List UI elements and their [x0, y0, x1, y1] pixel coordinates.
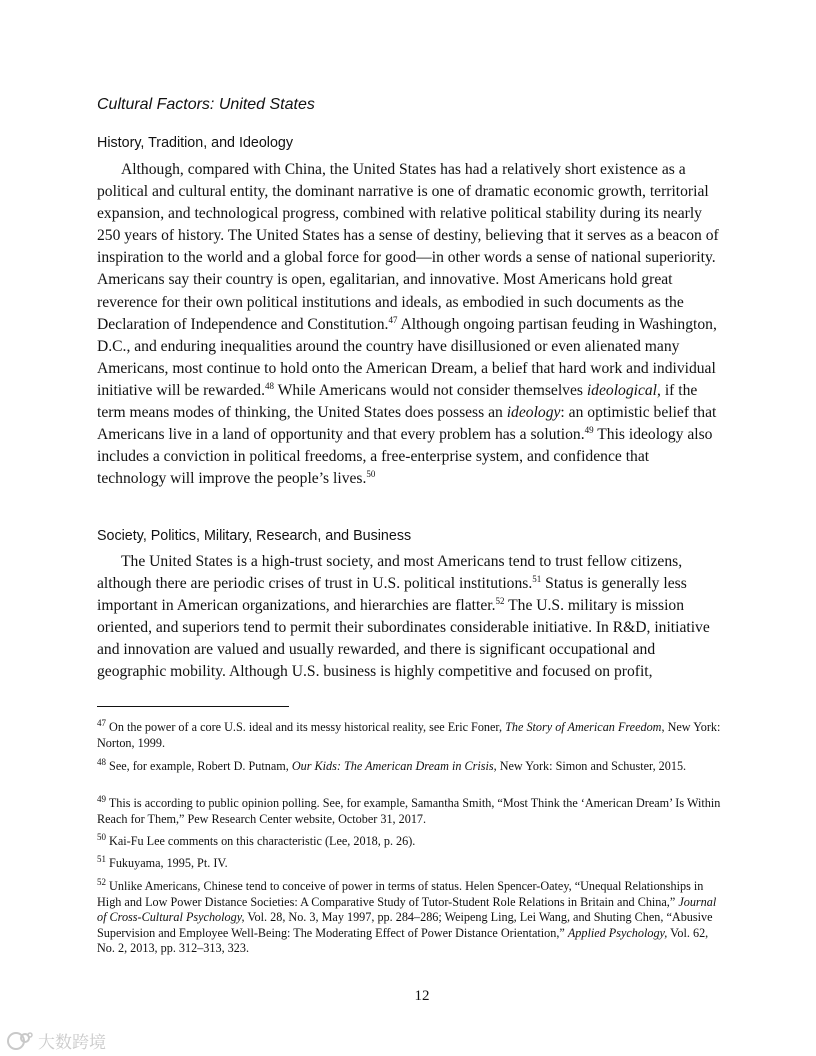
watermark [6, 1028, 106, 1053]
watermark-logo-icon [6, 1030, 34, 1052]
footnote-51: $^{51}$ Fukuyama, 1995, Pt. IV. [97, 853, 228, 870]
footnote-48: $^{48}$ See, for example, Robert D. Putnam, Our Kids: The American Dream in Crisis, New York: Simon and Schuster, 2015. [97, 756, 687, 773]
footnote-ref-48[interactable]: 48 [265, 380, 275, 391]
watermark-text: 大数跨境 [38, 1033, 106, 1053]
footnote-divider [97, 706, 289, 707]
page-number: 12 [414, 988, 430, 1004]
footnote-47: $^{47}$ On the power of a core U.S. ideal and its messy historical reality, see Eric Foner, The Story of American Freedom, New York: Norton, 1999. [97, 717, 721, 750]
subheading-history: History, Tradition, and Ideology [97, 135, 294, 151]
footnote-52: $^{52}$ Unlike Americans, Chinese tend to conceive of power in terms of status. Helen Spencer-Oatey, “Unequal Relationships in High and Low Power Distance Societies: A Comparative Study of Tutor-Student Role Relations in Britain and China,” Journal of Cross-Cultural Psychology, Vol. 28, No. 3, May 1997, pp. 284–286; Weipeng Ling, Lei Wang, and Shuting Chen, “Abusive Supervision and Employee Well-Being: The Moderating Effect of Power Distance Orientation,” Applied Psychology, Vol. 62, No. 2, 2013, pp. 312–313, 323. [97, 876, 717, 956]
footnote-ref-47[interactable]: 47 [388, 314, 398, 325]
footnote-ref-49[interactable]: 49 [584, 424, 594, 435]
footnote-ref-50[interactable]: 50 [366, 469, 376, 480]
footnote-50: $^{50}$ Kai-Fu Lee comments on this characteristic (Lee, 2018, p. 26). [97, 831, 416, 848]
paragraph-history: Although, compared with China, the United States has had a relatively short existence as a political and cultural entity, the dominant narrative is one of dramatic economic growth, territorial expansion, and technological progress, combined with relative political stability during its nearly 250 years of history. The United States has a sense of destiny, believing that it serves as a beacon of inspiration to the world and a global force for good—in other words a sense of national superiority. Americans say their country is open, egalitarian, and innovative. Most Americans hold great reverence for their own political institutions and ideals, as embodied in such documents as the Declaration of Independence and Constitution.$^{47}$ Although ongoing partisan feuding in Washington, D.C., and enduring inequalities around the country have disillusioned or even alienated many Americans, most continue to hold onto the American Dream, a belief that hard work and individual initiative will be rewarded.$^{48}$ While Americans would not consider themselves ideological, if the term means modes of thinking, the United States does possess an ideology: an optimistic belief that Americans live in a land of opportunity and that every problem has a solution.$^{49}$ This ideology also includes a conviction in political freedoms, a free-enterprise system, and confidence that technology will improve the people’s lives.$^{50}$ [97, 161, 719, 488]
section-title: Cultural Factors: United States [97, 96, 315, 113]
paragraph-society: The United States is a high-trust society, and most Americans tend to trust fellow citizens, although there are periodic crises of trust in U.S. political institutions.$^{51}$ Status is generally less important in American organizations, and hierarchies are flatter.$^{52}$ The U.S. military is mission oriented, and superiors tend to permit their subordinates considerable initiative. In R&D, initiative and innovation are valued and usually rewarded, and there is significant occupational and geographic mobility. Although U.S. business is highly competitive and focused on profit, [97, 553, 710, 681]
footnote-ref-51[interactable]: 51 [532, 573, 542, 584]
footnote-ref-52[interactable]: 52 [495, 596, 505, 606]
footnote-49: $^{49}$ This is according to public opinion polling. See, for example, Samantha Smith, “Most Think the ‘American Dream’ Is Within Reach for Them,” Pew Research Center website, October 31, 2017. [97, 793, 721, 826]
subheading-society: Society, Politics, Military, Research, and Business [97, 528, 412, 544]
